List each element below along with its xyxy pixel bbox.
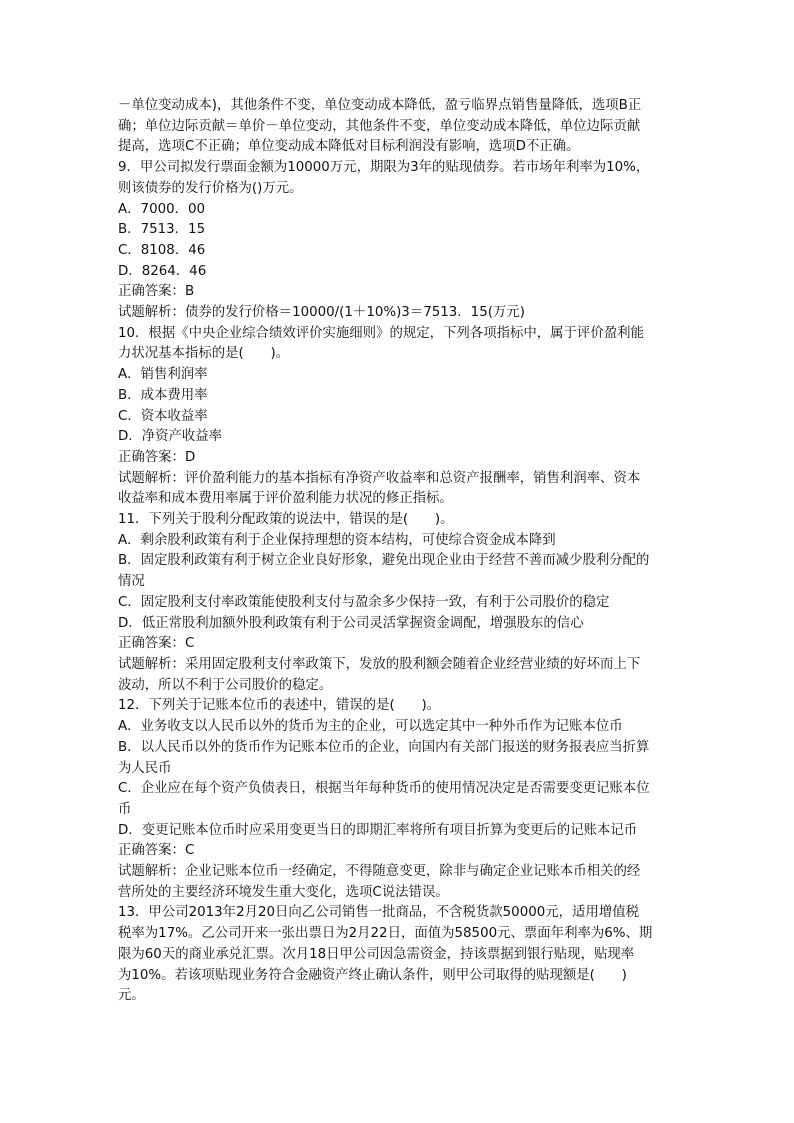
question-13-text: 元。 (118, 988, 145, 1004)
text-line: －单位变动成本)，其他条件不变，单位变动成本降低，盈亏临界点销售量降低，选项B正 (118, 98, 642, 113)
question-9-text: 9．甲公司拟发行票面金额为10000万元，期限为3年的贴现债券。若市场年利率为10%， (118, 160, 650, 176)
question-11-option-b: B．固定股利政策有利于树立企业良好形象，避免出现企业由于经营不善而减少股利分配的 (118, 553, 650, 569)
question-12-option-b: B．以人民币以外的货币作为记账本位币的企业，向国内有关部门报送的财务报表应当折算 (118, 739, 650, 755)
question-11-option-a: A．剩余股利政策有利于企业保持理想的资本结构，可使综合资金成本降到 (118, 532, 556, 548)
question-9-answer: 正确答案：B (118, 284, 195, 300)
question-13-text: 税率为17%。乙公司开来一张出票日为2月22日，面值为58500元、票面年利率为6%、期 (118, 926, 653, 942)
question-10-option-a: A．销售利润率 (118, 367, 208, 383)
question-11-explanation: 波动，所以不利于公司股价的稳定。 (118, 677, 333, 693)
question-12-explanation: 试题解析：企业记账本位币一经确定，不得随意变更，除非与确定企业记账本币相关的经 (118, 864, 641, 880)
question-12-option-b: 为人民币 (118, 760, 172, 776)
question-11-option-d: D．低正常股利加额外股利政策有利于公司灵活掌握资金调配，增强股东的信心 (118, 615, 584, 631)
question-12-explanation: 营所处的主要经济环境发生重大变化，选项C说法错误。 (118, 884, 449, 900)
question-9-option-b: B．7513．15 (118, 222, 206, 238)
question-10-text: 10．根据《中央企业综合绩效评价实施细则》的规定，下列各项指标中，属于评价盈利能 (118, 325, 644, 341)
question-11-option-c: C．固定股利支付率政策能使股利支付与盈余多少保持一致，有利于公司股价的稳定 (118, 594, 610, 610)
question-12-option-d: D．变更记账本位币时应采用变更当日的即期汇率将所有项目折算为变更后的记账本记币 (118, 822, 638, 838)
text-line: 确；单位边际贡献＝单价－单位变动，其他条件不变，单位变动成本降低，单位边际贡献 (118, 118, 641, 134)
question-10-option-c: C．资本收益率 (118, 408, 208, 424)
question-10-text: 力状况基本指标的是( )。 (118, 346, 290, 362)
question-12-answer: 正确答案：C (118, 843, 195, 859)
question-11-option-b: 情况 (118, 574, 145, 590)
question-11-text: 11．下列关于股利分配政策的说法中，错误的是( )。 (118, 512, 454, 528)
question-10-explanation: 收益率和成本费用率属于评价盈利能力状况的修正指标。 (118, 491, 453, 507)
question-10-explanation: 试题解析：评价盈利能力的基本指标有净资产收益率和总资产报酬率，销售利润率、资本 (118, 470, 641, 486)
question-13-text: 限为60天的商业承兑汇票。次月18日甲公司因急需资金，持该票据到银行贴现，贴现率 (118, 946, 635, 962)
question-11-answer: 正确答案：C (118, 636, 195, 652)
question-11-explanation: 试题解析：采用固定股利支付率政策下，发放的股利额会随着企业经营业绩的好坏而上下 (118, 656, 641, 672)
question-10-answer: 正确答案：D (118, 449, 196, 465)
question-12-text: 12．下列关于记账本位币的表述中，错误的是( )。 (118, 698, 441, 714)
question-10-option-d: D．净资产收益率 (118, 429, 223, 445)
question-9-option-c: C．8108．46 (118, 242, 206, 258)
question-10-option-b: B．成本费用率 (118, 387, 208, 403)
question-9-text: 则该债券的发行价格为()万元。 (118, 180, 303, 196)
question-13-text: 13．甲公司2013年2月20日向乙公司销售一批商品，不含税货款50000元，适用增值税 (118, 905, 639, 921)
question-9-option-d: D．8264．46 (118, 263, 207, 279)
question-12-option-c: C．企业应在每个资产负债表日，根据当年每种货币的使用情况决定是否需要变更记账本位 (118, 781, 650, 797)
document-page (118, 96, 678, 1007)
question-9-explanation: 试题解析：债券的发行价格＝10000/(1＋10%)3＝7513．15(万元) (118, 305, 525, 321)
text-line: 提高，选项C不正确；单位变动成本降低对目标利润没有影响，选项D不正确。 (118, 139, 580, 155)
question-9-option-a: A．7000．00 (118, 201, 206, 217)
question-12-option-a: A．业务收支以人民币以外的货币为主的企业，可以选定其中一种外币作为记账本位币 (118, 719, 623, 735)
question-13-text: 为10%。若该项贴现业务符合金融资产终止确认条件，则甲公司取得的贴现额是( ) (118, 967, 627, 983)
question-12-option-c: 币 (118, 801, 132, 817)
